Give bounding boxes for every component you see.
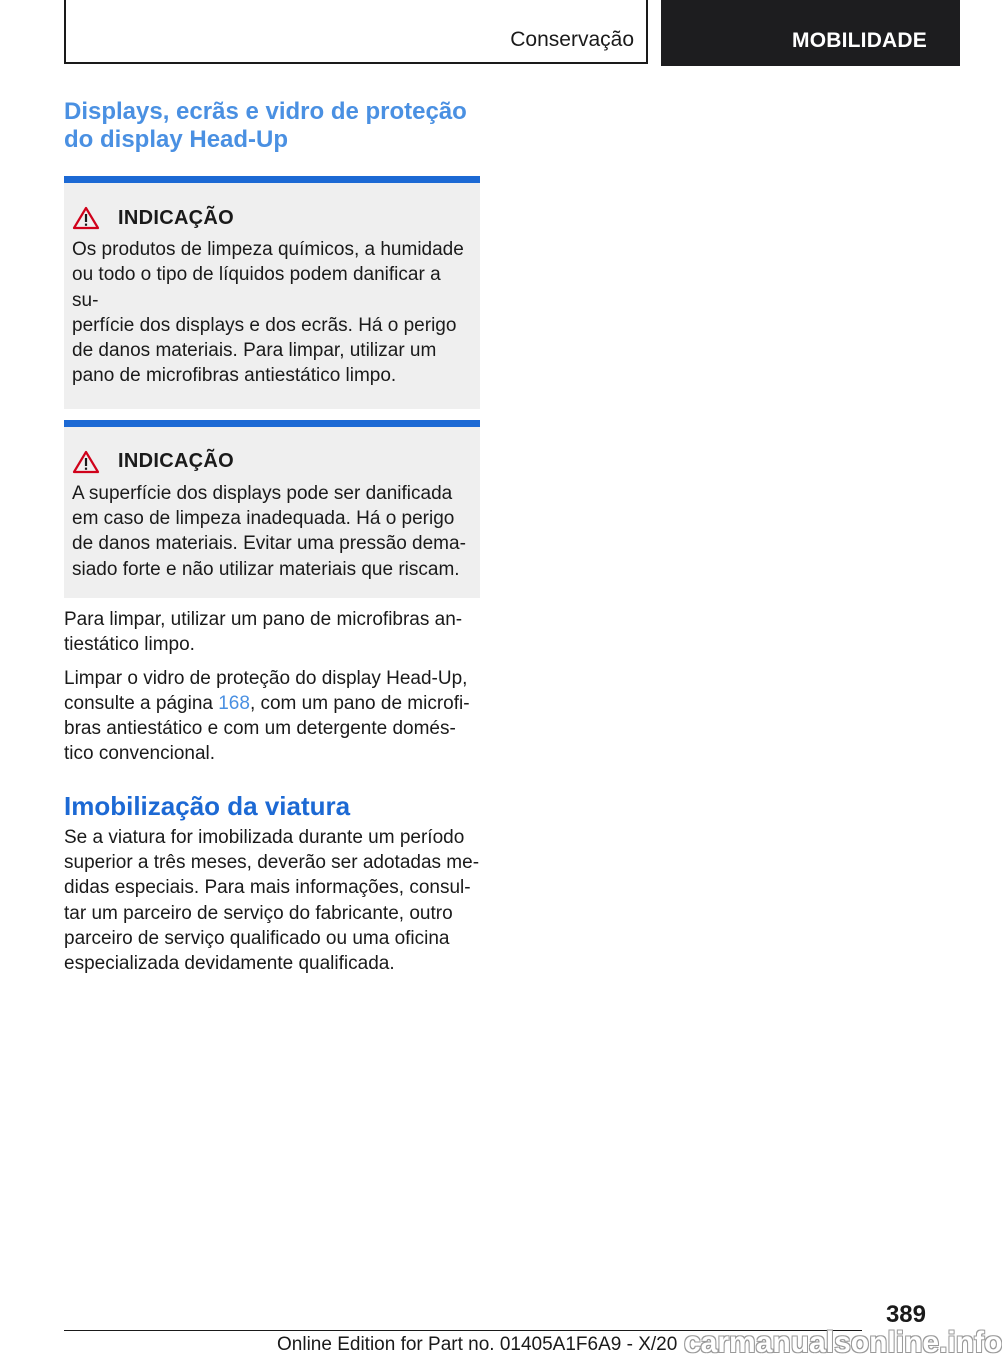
header-section-box bbox=[64, 0, 648, 64]
warning-box-2 bbox=[64, 420, 480, 598]
warning-title-1: INDICAÇÃO bbox=[118, 206, 235, 229]
warning-text-2: A superfície dos displays pode ser danificada em caso de limpeza inadequada. Há o perigo de danos materiais. Evitar uma pressão dema- siado forte e não utilizar materiais que riscam. bbox=[72, 482, 466, 580]
content-column bbox=[64, 98, 482, 977]
paragraph-hud-glass bbox=[64, 666, 482, 767]
warning-triangle-icon bbox=[72, 206, 100, 230]
paragraph-hud-glass-after: , com um pano de microfi- bras antiestático e com um detergente domés- tico convencional. bbox=[64, 692, 470, 765]
page-link-168[interactable]: 168 bbox=[218, 692, 250, 714]
footer-edition-text: Online Edition for Part no. 01405A1F6A9 - X/20 bbox=[277, 1334, 678, 1355]
header-chapter-tab bbox=[661, 0, 960, 66]
paragraph-cleaning: Para limpar, utilizar um pano de microfibras an- tiestático limpo. bbox=[64, 608, 463, 656]
section-title-imobilizacao: Imobilização da viatura bbox=[64, 790, 351, 821]
warning-header-2 bbox=[72, 449, 472, 475]
watermark-text: carmanualsonline.info bbox=[684, 1326, 1002, 1359]
paragraph-hud-glass-before: Limpar o vidro de proteção do display Head-Up, consulte a página bbox=[64, 667, 468, 714]
warning-triangle-icon bbox=[72, 450, 100, 474]
warning-text-1: Os produtos de limpeza químicos, a humidade ou todo o tipo de líquidos podem danificar a su- perfície dos displays e dos ecrãs. Há o perigo de danos materiais. Para limpar, utilizar um pano de microfibras antiestático limpo. bbox=[72, 239, 464, 387]
page-number: 389 bbox=[885, 1301, 926, 1328]
warning-header-1 bbox=[72, 205, 472, 231]
section-title-displays: Displays, ecrãs e vidro de proteção do display Head-Up bbox=[64, 98, 467, 153]
header-chapter-label: MOBILIDADE bbox=[792, 29, 927, 52]
warning-box-1 bbox=[64, 176, 480, 409]
warning-title-2: INDICAÇÃO bbox=[118, 450, 235, 473]
paragraph-imobilizacao: Se a viatura for imobilizada durante um período superior a três meses, deverão ser adotadas me- didas especiais. Para mais informações, consul- tar um parceiro de serviço do fabricante, outro parceiro de serviço qualificado ou uma oficina especializada devidamente qualificada. bbox=[64, 826, 480, 975]
header-section-label: Conservação bbox=[510, 28, 634, 51]
